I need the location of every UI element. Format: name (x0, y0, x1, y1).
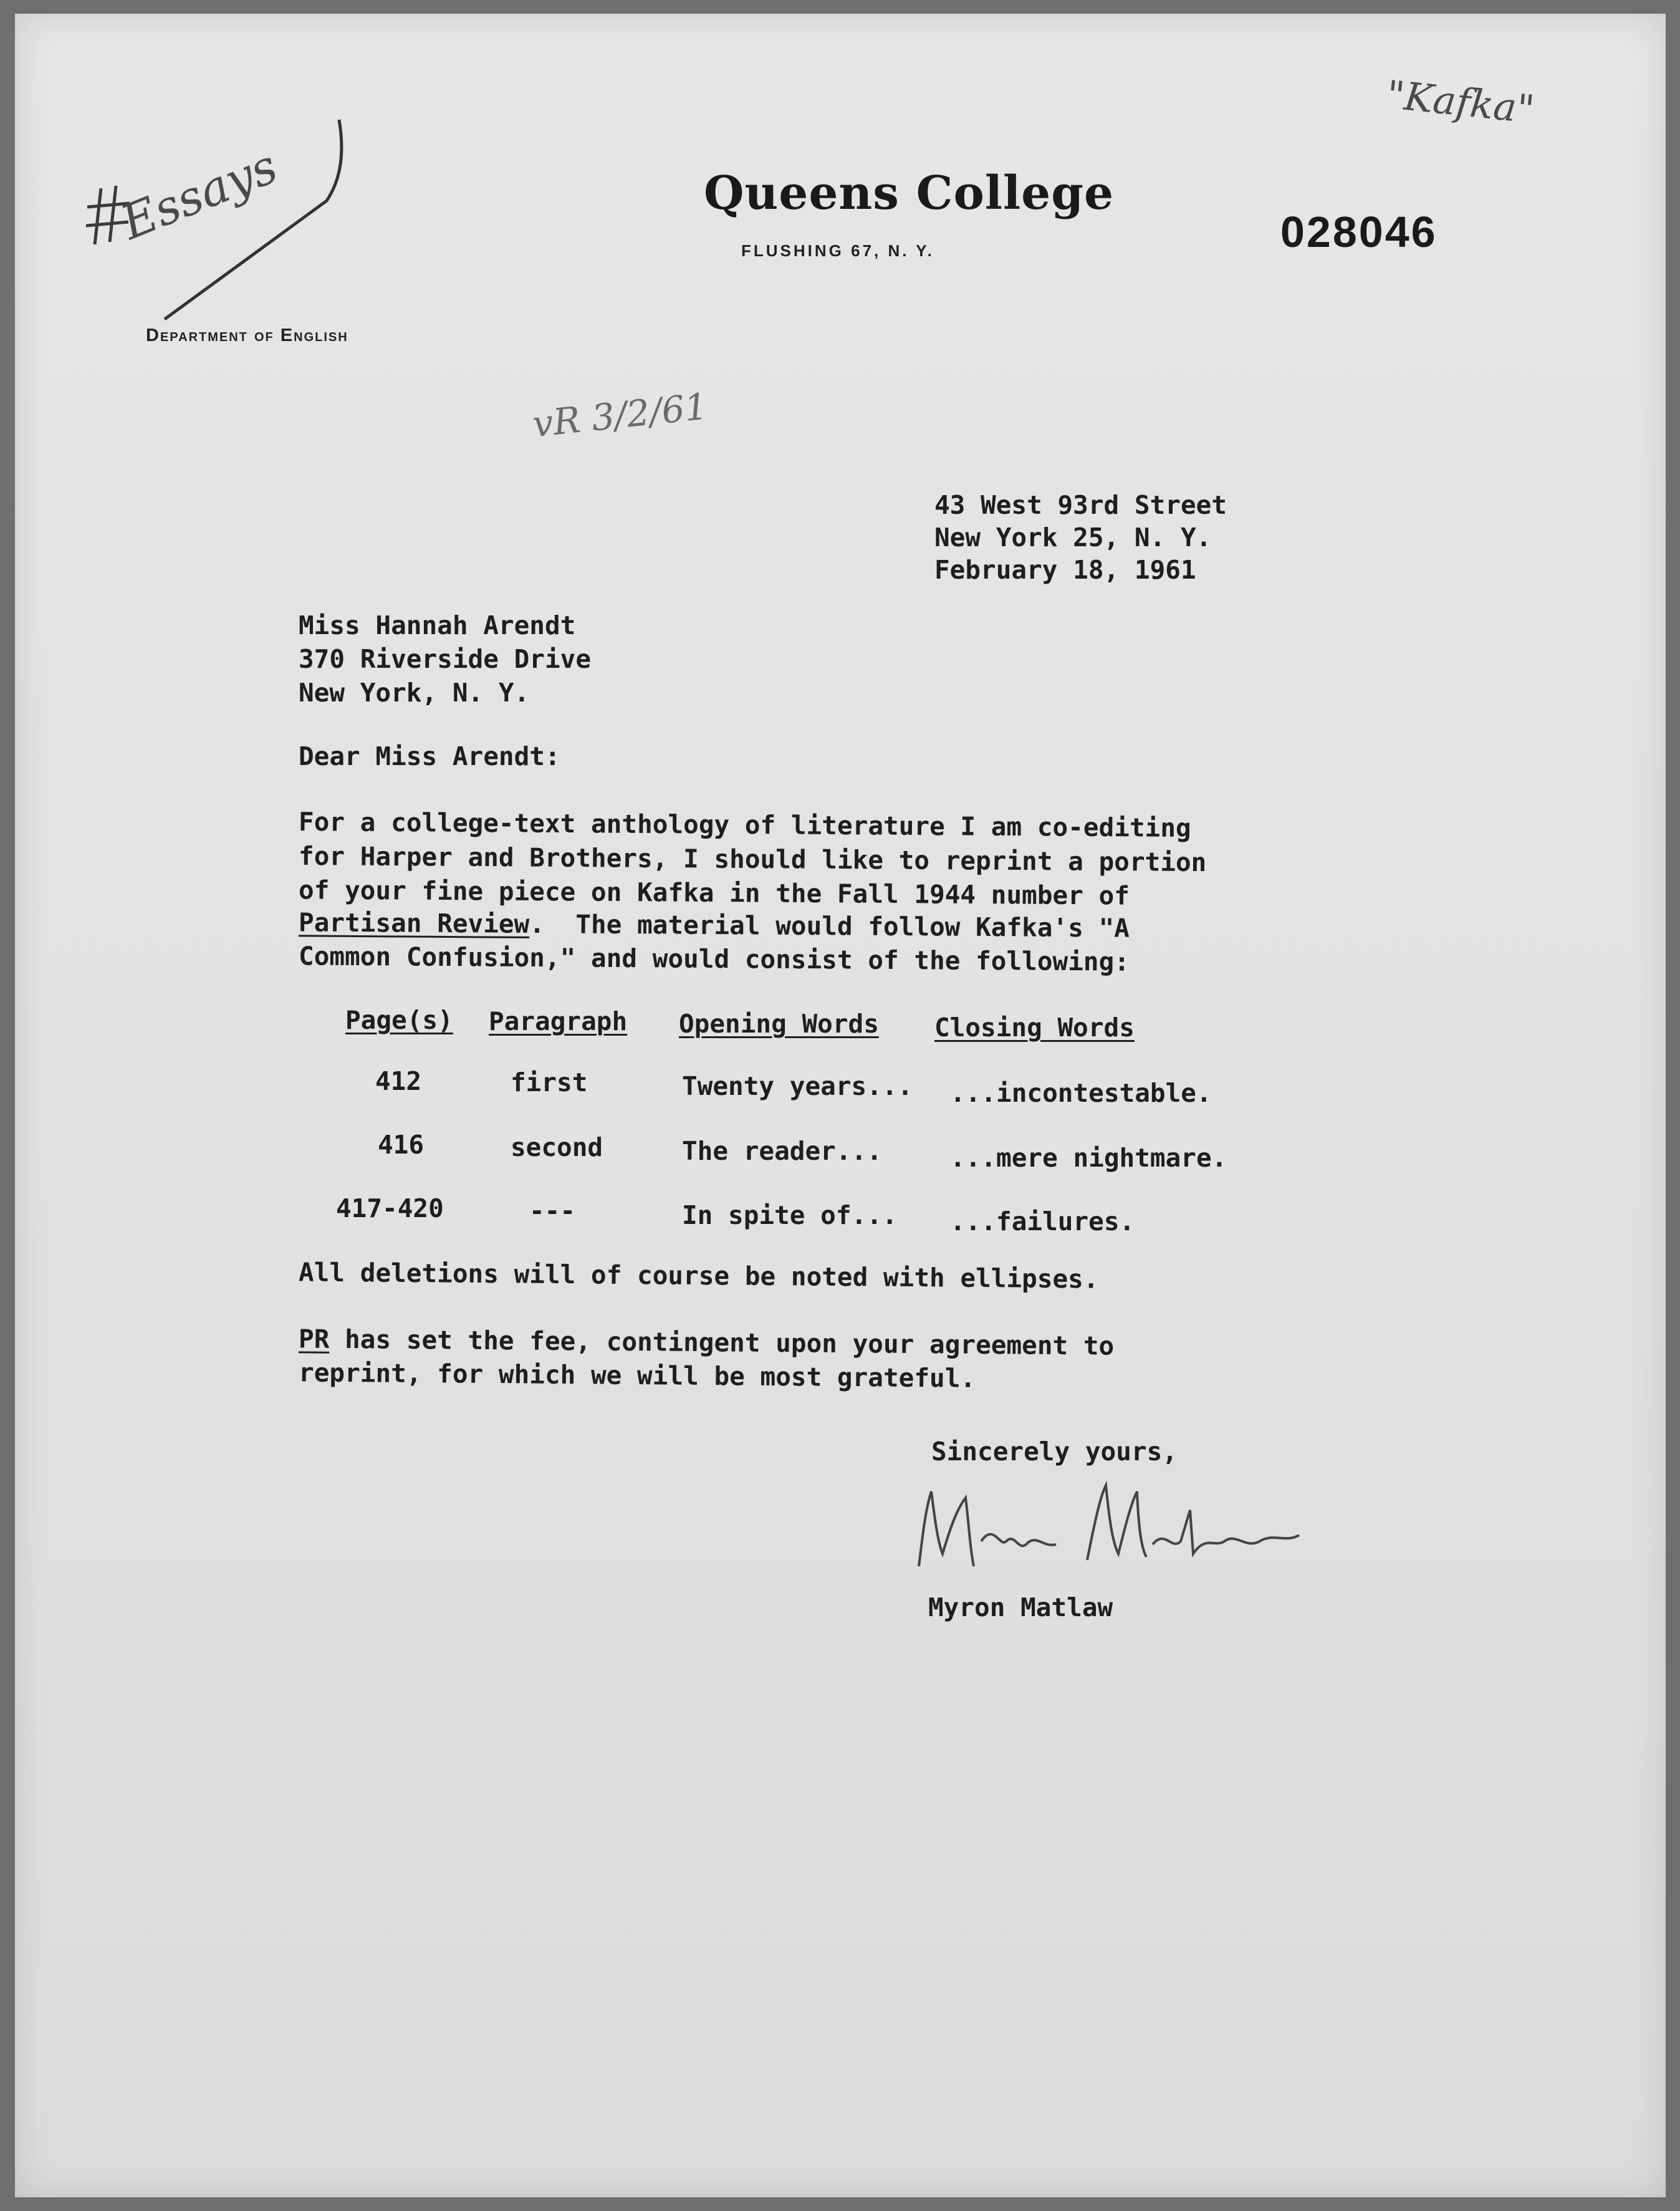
table-row-3-paragraph: --- (529, 1196, 576, 1226)
document-number: 028046 (1280, 208, 1438, 256)
table-row-3-opening: In spite of... (682, 1200, 898, 1230)
salutation: Dear Miss Arendt: (299, 741, 560, 771)
recipient-name: Miss Hannah Arendt (299, 610, 576, 640)
body-line-5: Common Confusion," and would consist of the following: (298, 941, 1130, 977)
header-closing-words: Closing Words (934, 1013, 1135, 1043)
table-row-1-pages: 412 (375, 1066, 422, 1096)
table-row-3-closing: ...failures. (950, 1207, 1135, 1236)
recipient-city: New York, N. Y. (299, 678, 530, 708)
journal-title: Partisan Review (298, 907, 530, 939)
table-row-1-paragraph: first (511, 1067, 588, 1097)
header-pages: Page(s) (345, 1005, 453, 1035)
signer-name: Myron Matlaw (928, 1592, 1113, 1622)
sender-address-line2: New York 25, N. Y. (934, 523, 1212, 552)
body-line-4-rest: . The material would follow Kafka's "A (529, 908, 1130, 943)
table-row-1-closing: ...incontestable. (950, 1078, 1212, 1108)
header-paragraph: Paragraph (489, 1006, 628, 1036)
handwritten-kafka-note: "Kafka" (1384, 71, 1537, 133)
handwritten-date-note: vR 3/2/61 (530, 385, 710, 446)
table-row-2-pages: 416 (378, 1130, 425, 1160)
college-location: FLUSHING 67, N. Y. (741, 241, 934, 260)
fee-line-1-rest: has set the fee, contingent upon your agreement to (329, 1324, 1115, 1361)
table-row-3-pages: 417-420 (336, 1193, 444, 1223)
body-line-4 (299, 906, 1130, 944)
sender-address-line1: 43 West 93rd Street (934, 490, 1227, 520)
table-row-2-opening: The reader... (682, 1136, 882, 1166)
table-row-2-closing: ...mere nightmare. (950, 1143, 1227, 1173)
handwritten-essays-note: Essays (113, 138, 285, 251)
body-line-1: For a college-text anthology of literature I am co-editing (298, 807, 1191, 843)
college-name: Queens College (704, 166, 1115, 220)
recipient-street: 370 Riverside Drive (299, 644, 591, 674)
table-row-2-paragraph: second (511, 1132, 603, 1162)
closing: Sincerely yours, (931, 1437, 1178, 1467)
essays-bracket-stroke (152, 107, 358, 335)
table-row-1-opening: Twenty years... (682, 1071, 913, 1101)
signature (906, 1473, 1305, 1594)
letter-date: February 18, 1961 (934, 555, 1196, 585)
body-line-2: for Harper and Brothers, I should like to reprint a portion (298, 841, 1207, 878)
fee-line-2: reprint, for which we will be most grateful. (298, 1357, 976, 1394)
fee-line-1 (299, 1322, 1115, 1362)
header-opening-words: Opening Words (679, 1009, 879, 1039)
department-name: Department of English (146, 325, 348, 345)
pr-abbreviation: PR (298, 1324, 330, 1354)
body-line-3: of your fine piece on Kafka in the Fall 1944 number of (298, 875, 1130, 911)
deletions-note: All deletions will of course be noted with ellipses. (298, 1257, 1099, 1294)
letter-page (15, 14, 1666, 2197)
signature-image (906, 1473, 1305, 1591)
